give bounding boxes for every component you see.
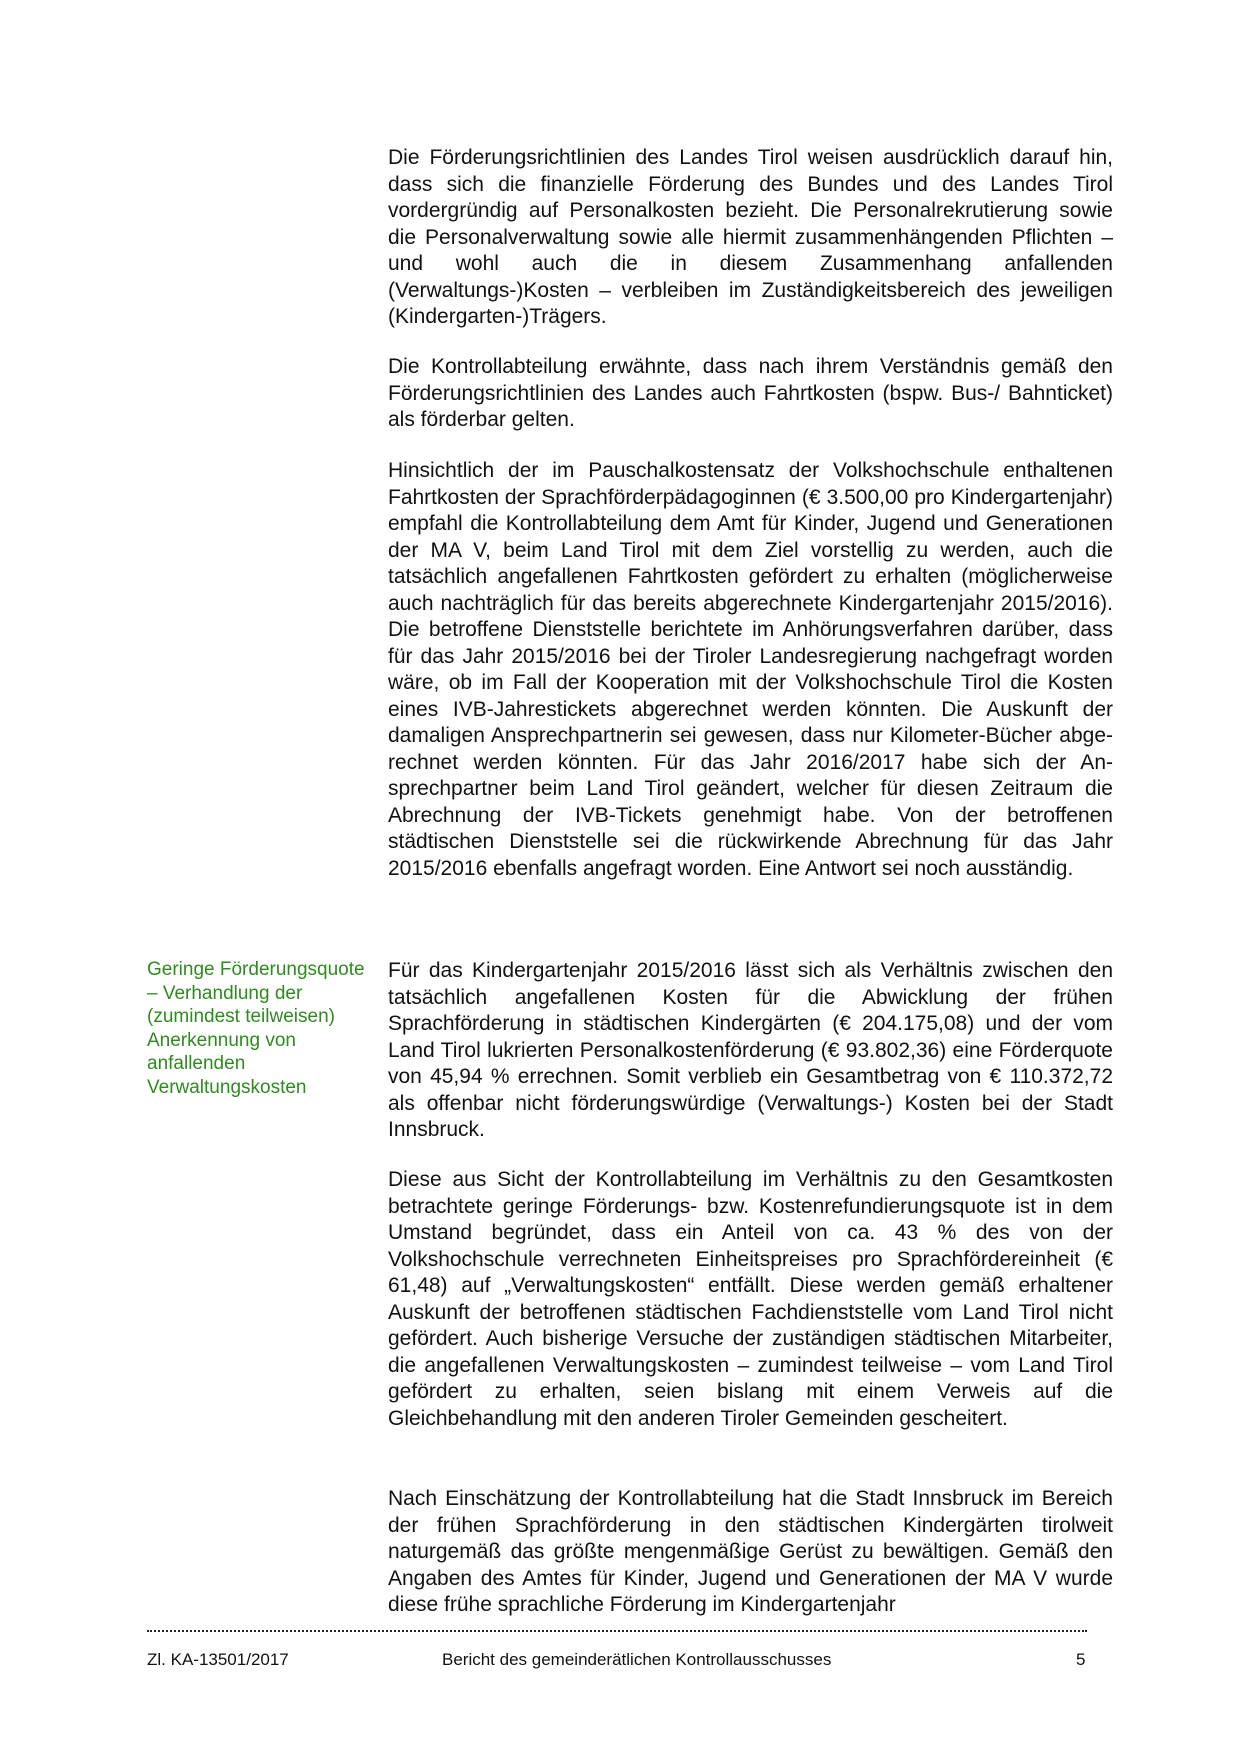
footer-divider (147, 1630, 1087, 1632)
paragraph-innsbruck-scope: Nach Einschätzung der Kontrollabteilung hat die Stadt Innsbruck im Bereich der frühen Sprachförderung in den städtischen Kindergärten tirolweit naturgemäß das größte mengenmäßige Gerüst zu bewältigen. Gemäß den Angaben des Amtes für Kinder, Jugend und Generationen der MA V wurde diese frühe sprachliche Förderung im Kindergartenjahr (388, 1487, 1113, 1616)
paragraph-funding-guidelines: Die Förderungsrichtlinien des Landes Tirol weisen ausdrücklich darauf hin, dass sich die finanzielle Förderung des Bundes und des Landes Tirol vordergründig auf Personalkosten bezieht. Die Personalrekrutierung sowie die Personalverwaltung sowie alle hiermit zusammenhängenden Pflichten – und wohl auch die in diesem Zusammenhang anfallenden (Verwaltungs-)Kosten – verbleiben im Zuständigkeitsbereich des jeweiligen (Kindergarten-)Trägers. (388, 146, 1113, 328)
footer-page-number: 5 (1076, 1650, 1086, 1669)
paragraph-travel-costs-eligible: Die Kontrollabteilung erwähnte, dass nach ihrem Verständnis gemäß den Förderungsrichtlinien des Landes auch Fahrtkosten (bspw. Bus-/ Bahnticket) als förderbar gelten. (388, 355, 1113, 431)
paragraph-funding-ratio: Für das Kindergartenjahr 2015/2016 lässt sich als Verhältnis zwischen den tatsächlich angefallenen Kosten für die Abwicklung der frühen Sprachförderung in städtischen Kindergärten (€ 204.175,08) und der vom Land Tirol lukrierten Personalkostenförderung (€ 93.802,36) eine Förderquote von 45,94 % errechnen. Somit verblieb ein Gesamtbetrag von € 110.372,72 als offenbar nicht förderungswürdige (Verwaltungs-) Kosten bei der Stadt Innsbruck. (388, 959, 1113, 1141)
paragraph-administrative-costs: Diese aus Sicht der Kontrollabteilung im Verhältnis zu den Gesamtkosten betrachtete geringe Förderungs- bzw. Kostenrefundierungsquote ist in dem Umstand begründet, dass ein Anteil von ca. 43 % des von der Volkshochschule verrechneten Einheitspreises pro Sprachfördereinheit (€ 61,48) auf „Verwaltungskosten“ entfällt. Diese werden gemäß erhaltener Auskunft der betroffenen städtischen Fachdienststelle vom Land Tirol nicht gefördert. Auch bisherige Versuche der zuständigen städtischen Mitarbeiter, die angefallenen Verwaltungskosten – zumindest teilweise – vom Land Tirol gefördert zu erhalten, seien bislang mit einem Verweis auf die Gleichbehandlung mit den anderen Tiroler Gemeinden gescheitert. (388, 1168, 1113, 1430)
footer-report-title: Bericht des gemeinderätlichen Kontrollausschusses (442, 1650, 832, 1669)
paragraph-travel-costs-recommendation: Hinsichtlich der im Pauschalkostensatz der Volkshochschule enthaltenen Fahrtkosten der Sprachförderpädagoginnen (€ 3.500,00 pro Kindergartenjahr) empfahl die Kontrollabteilung dem Amt für Kinder, Jugend und Generationen der MA V, beim Land Tirol mit dem Ziel vorstellig zu werden, auch die tatsächlich angefallenen Fahrtkosten gefördert zu erhalten (möglicherweise auch nachträglich für das bereits abgerechnete Kindergartenjahr 2015/2016). Die betroffene Dienststelle berichtete im Anhörungsverfahren darüber, dass für das Jahr 2015/2016 bei der Tiroler Landesregierung nachgefragt worden wäre, ob im Fall der Kooperation mit der Volkshochschule Tirol die Kosten eines IVB-Jahrestickets abgerechnet werden könnten. Die Auskunft der damaligen Ansprechpartnerin sei gewesen, dass nur Kilometer-Bücher abgerechnet werden könnten. Für das Jahr 2016/2017 habe sich der Ansprechpartner beim Land Tirol geändert, welcher für diesen Zeitraum die Abrechnung der IVB-Tickets genehmigt habe. Von der betroffenen städtischen Dienststelle sei die rückwirkende Abrechnung für das Jahr 2015/2016 ebenfalls angefragt worden. Eine Antwort sei noch ausständig. (388, 459, 1113, 880)
margin-note-low-funding-rate: Geringe Förderungsquote – Verhandlung der (zumindest teilweisen) Anerkennung von anfallenden Verwaltungskosten (147, 959, 365, 1098)
footer-reference: Zl. KA-13501/2017 (147, 1650, 289, 1669)
